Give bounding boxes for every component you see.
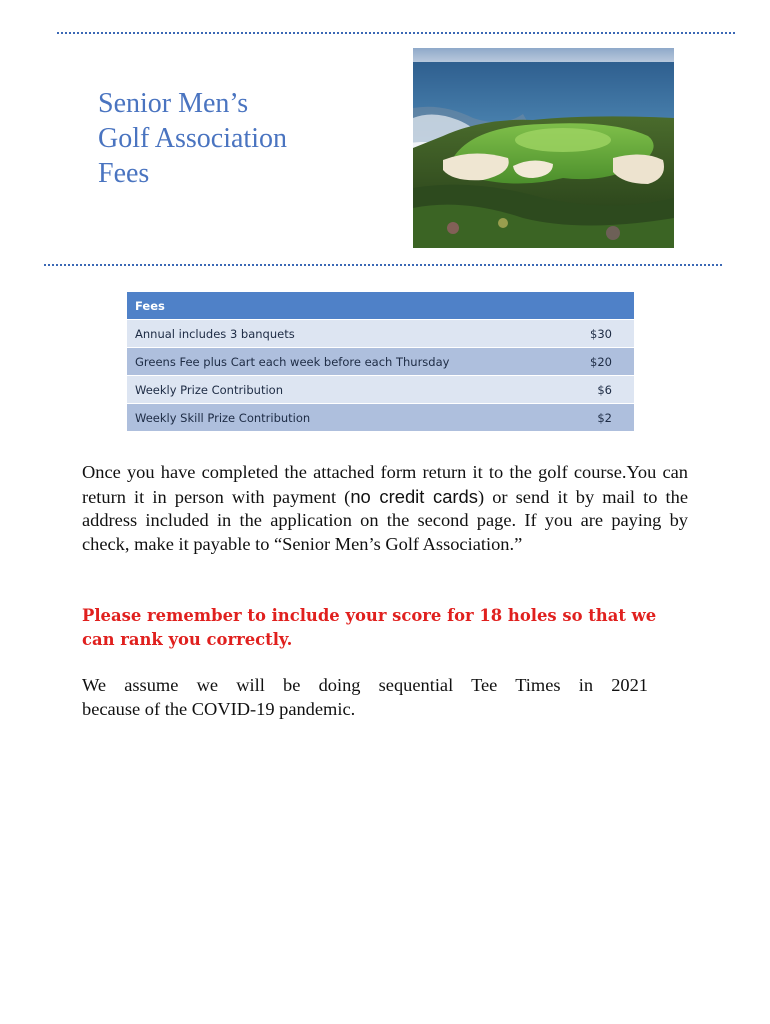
fee-label: Annual includes 3 banquets (127, 320, 544, 348)
page-title (98, 86, 287, 191)
table-row (127, 348, 634, 376)
fee-label: Greens Fee plus Cart each week before each Thursday (127, 348, 544, 376)
fees-table-header: Fees (127, 292, 634, 320)
section-dotted-rule (44, 264, 722, 266)
instructions-paragraph (82, 461, 688, 556)
tee-times-paragraph (82, 674, 648, 721)
instructions-text-b: ) or send it by mail to the address included in the application on the second page. If you are paying by check, make it payable to “Senior Men’s Golf Association.” (82, 486, 688, 554)
title-line-1: Senior Men’s (98, 88, 249, 119)
fees-table (127, 292, 634, 432)
table-row (127, 376, 634, 404)
fees-table-header-row (127, 292, 634, 320)
top-dotted-rule (57, 32, 735, 34)
golf-course-photo (413, 48, 674, 248)
instructions-text-a: Once you have completed the attached form return it to the golf course.You can return it in person with payment ( (82, 462, 688, 507)
fee-amount: $20 (544, 348, 634, 376)
score-reminder-paragraph: Please remember to include your score for 18 holes so that we can rank you correctly. (82, 606, 657, 649)
fee-amount: $6 (544, 376, 634, 404)
table-row (127, 320, 634, 348)
fee-amount: $2 (544, 404, 634, 432)
no-credit-cards-text: no credit cards (350, 485, 478, 507)
title-line-3: Fees (98, 158, 150, 189)
title-line-2: Golf Association (98, 123, 287, 154)
fee-label: Weekly Skill Prize Contribution (127, 404, 544, 432)
fee-amount: $30 (544, 320, 634, 348)
tee-times-line-1: We assume we will be doing sequential Tee Times in 2021 (82, 675, 648, 695)
tee-times-line-2: because of the COVID-19 pandemic. (82, 698, 356, 719)
table-row (127, 404, 634, 432)
fee-label: Weekly Prize Contribution (127, 376, 544, 404)
